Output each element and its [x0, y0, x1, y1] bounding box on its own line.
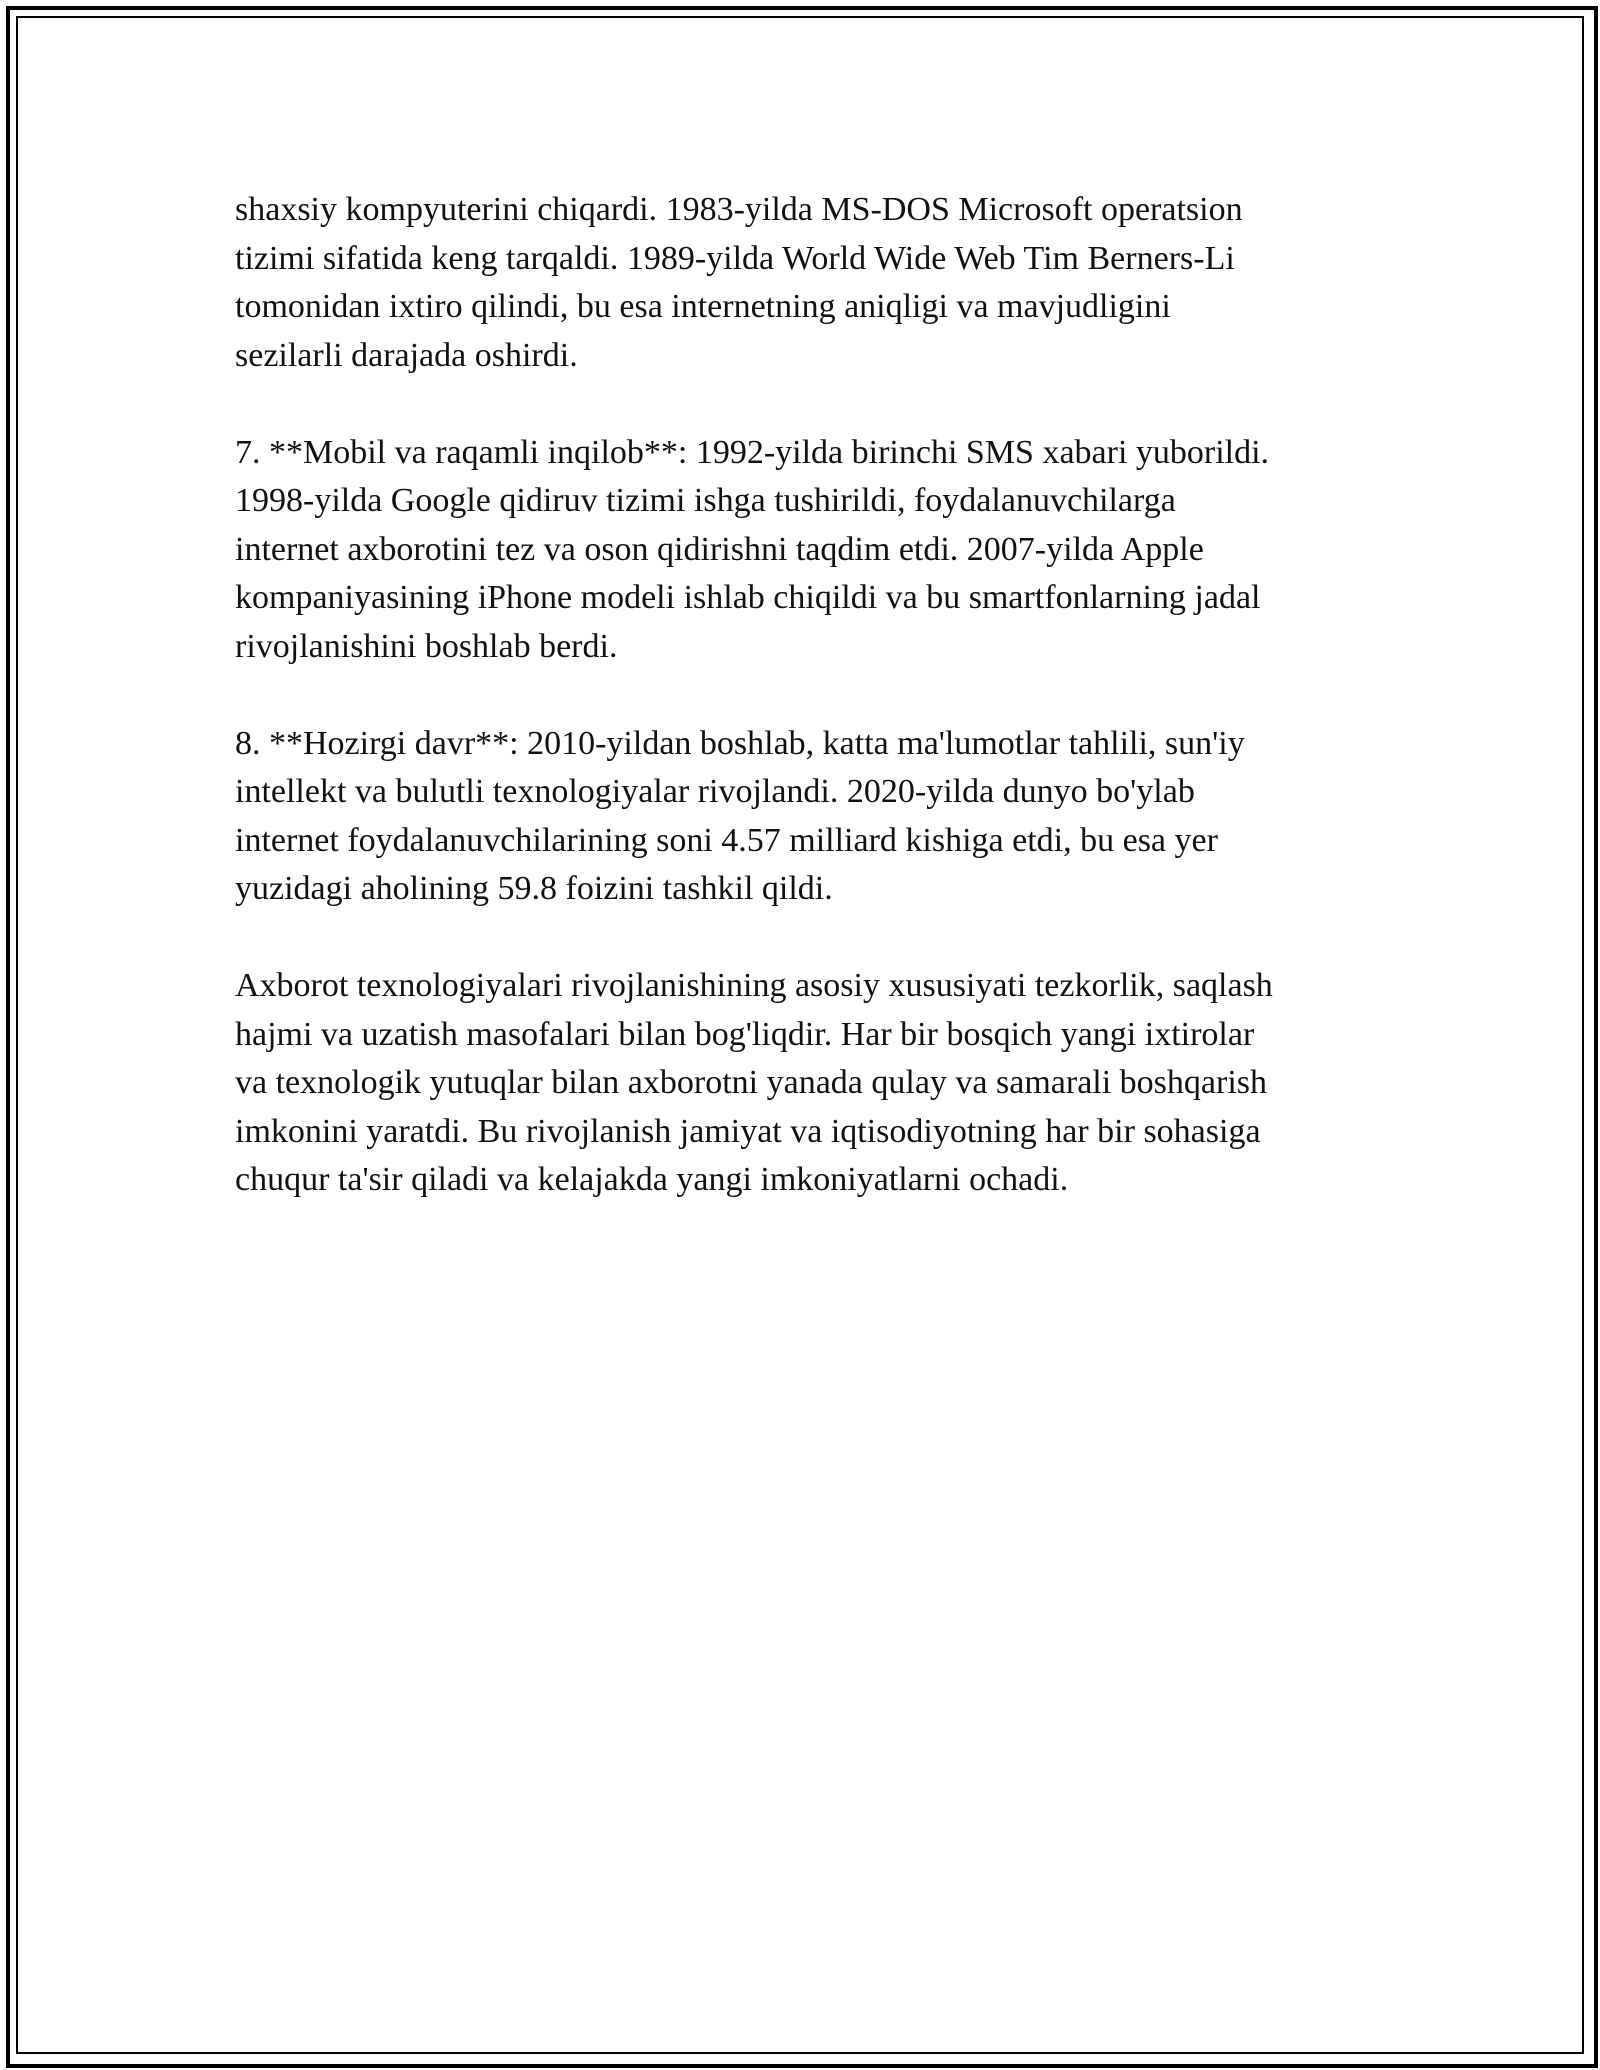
paragraph-item-8-present-era: 8. **Hozirgi davr**: 2010-yildan boshlab, katta ma'lumotlar tahlili, sun'iy intellekt va bulutli texnologiyalar rivojlandi. 2020-yilda dunyo bo'ylab internet foydalanuvchilarining soni 4.57 milliard kishiga etdi, bu esa yer yuzidagi aholining 59.8 foizini tashkil qildi. [235, 724, 1245, 907]
paragraph-item-7-mobile-revolution: 7. **Mobil va raqamli inqilob**: 1992-yilda birinchi SMS xabari yuborildi. 1998-yilda Google qidiruv tizimi ishga tushirildi, foydalanuvchilarga internet axborotini tez va oson qidirishni taqdim etdi. 2007-yilda Apple kompaniyasining iPhone modeli ishlab chiqildi va bu smartfonlarning jadal rivojlanishini boshlab berdi. [235, 433, 1270, 665]
paragraph-continuation: shaxsiy kompyuterini chiqardi. 1983-yilda MS-DOS Microsoft operatsion tizimi sifatida keng tarqaldi. 1989-yilda World Wide Web Tim Berners-Li tomonidan ixtiro qilindi, bu esa internetning aniqligi va mavjudligini sezilarli darajada oshirdi. [235, 191, 1243, 374]
document-body [235, 186, 1375, 1253]
paragraph-conclusion: Axborot texnologiyalari rivojlanishining asosiy xususiyati tezkorlik, saqlash hajmi va uzatish masofalari bilan bog'liqdir. Har bir bosqich yangi ixtirolar va texnologik yutuqlar bilan axborotni yanada qulay va samarali boshqarish imkonini yaratdi. Bu rivojlanish jamiyat va iqtisodiyotning har bir sohasiga chuqur ta'sir qiladi va kelajakda yangi imkoniyatlarni ochadi. [235, 967, 1273, 1198]
